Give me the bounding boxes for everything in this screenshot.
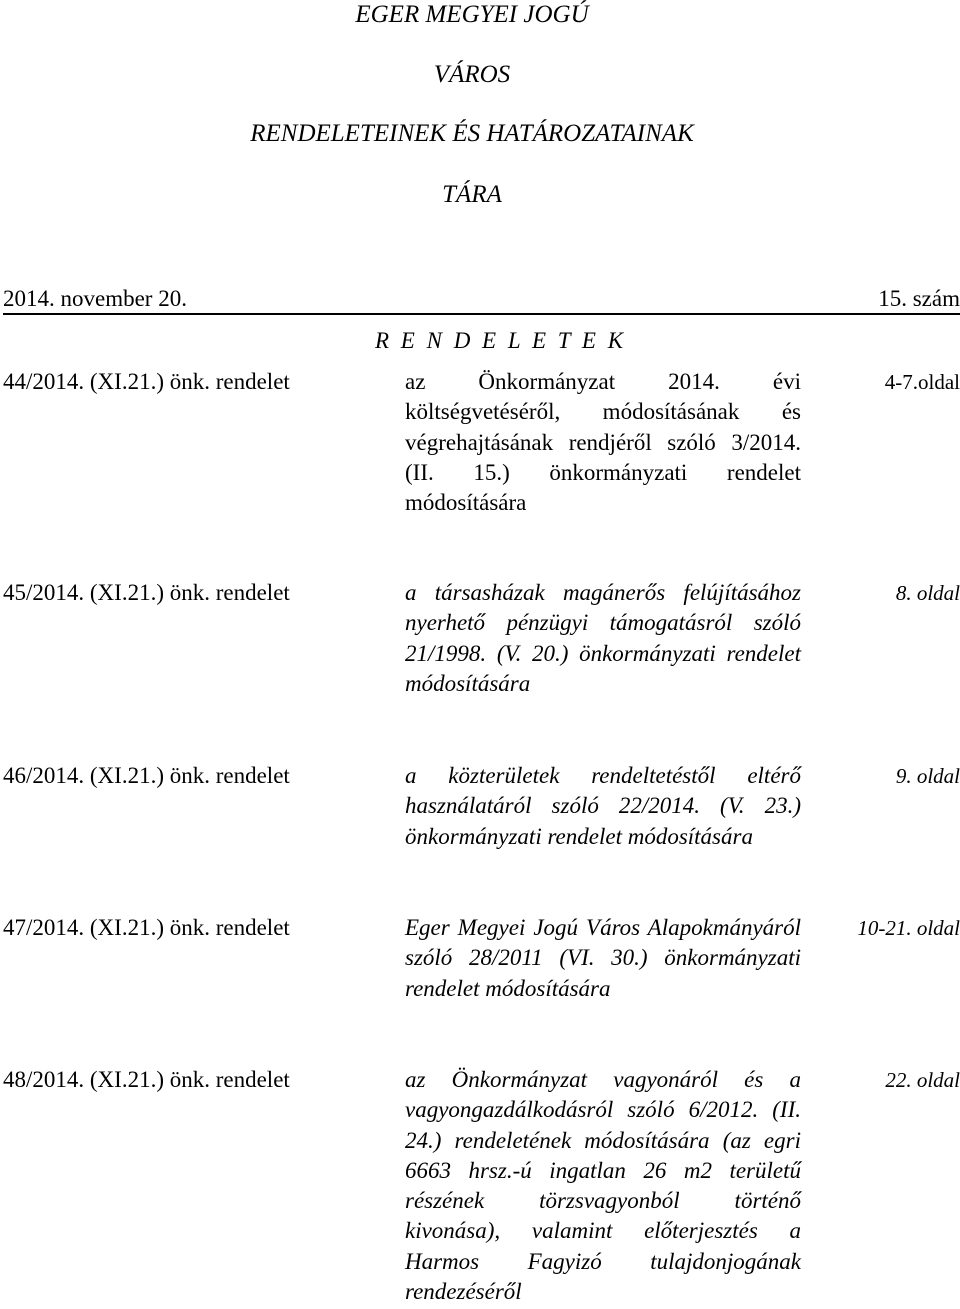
entry-page: 8. oldal (895, 581, 960, 605)
title-line-2: VÁROS (433, 61, 511, 88)
entry-id: 47/2014. (XI.21.) önk. rendelet (3, 915, 290, 940)
section-heading: R E N D E L E T E K (375, 328, 627, 353)
entry-description: a társasházak magánerős felújításához nyerhető pénzügyi támogatásról szóló 21/1998. (V. 20.) önkormányzati rendelet módosítására (405, 580, 801, 696)
title-line-3: RENDELETEINEK ÉS HATÁROZATAINAK (250, 120, 694, 147)
entry-page: 10-21. oldal (857, 916, 960, 940)
entry-id: 45/2014. (XI.21.) önk. rendelet (3, 580, 290, 605)
entry-page: 4-7.oldal (884, 370, 960, 394)
entry-id: 48/2014. (XI.21.) önk. rendelet (3, 1067, 290, 1092)
entry-description: az Önkormányzat 2014. évi költségvetéséről, módosításának és végrehajtásának rendjéről szóló 3/2014. (II. 15.) önkormányzati rendelet módosítására (405, 369, 801, 516)
entry-page: 9. oldal (895, 764, 960, 788)
title-line-1: EGER MEGYEI JOGÚ (355, 1, 589, 28)
entry-description: Eger Megyei Jogú Város Alapokmányáról szóló 28/2011 (VI. 30.) önkormányzati rendelet módosítására (405, 915, 801, 1001)
entry-description: a közterületek rendeltetéstől eltérő használatáról szóló 22/2014. (V. 23.) önkormányzati rendelet módosítására (405, 763, 801, 849)
title-line-4: TÁRA (442, 181, 502, 208)
entry-description: az Önkormányzat vagyonáról és a vagyongazdálkodásról szóló 6/2012. (II. 24.) rendeletének módosítására (az egri 6663 hrsz.-ú ingatlan 26 m2 területű részének törzsvagyonból történő kivonása), valamint előterjesztés a Harmos Fagyizó tulajdonjogának rendezéséről (405, 1067, 801, 1305)
header-divider (3, 313, 960, 315)
issue-date: 2014. november 20. (3, 286, 187, 311)
entry-id: 46/2014. (XI.21.) önk. rendelet (3, 763, 290, 788)
entry-page: 22. oldal (885, 1068, 960, 1092)
entry-id: 44/2014. (XI.21.) önk. rendelet (3, 369, 290, 394)
issue-number: 15. szám (878, 286, 960, 311)
